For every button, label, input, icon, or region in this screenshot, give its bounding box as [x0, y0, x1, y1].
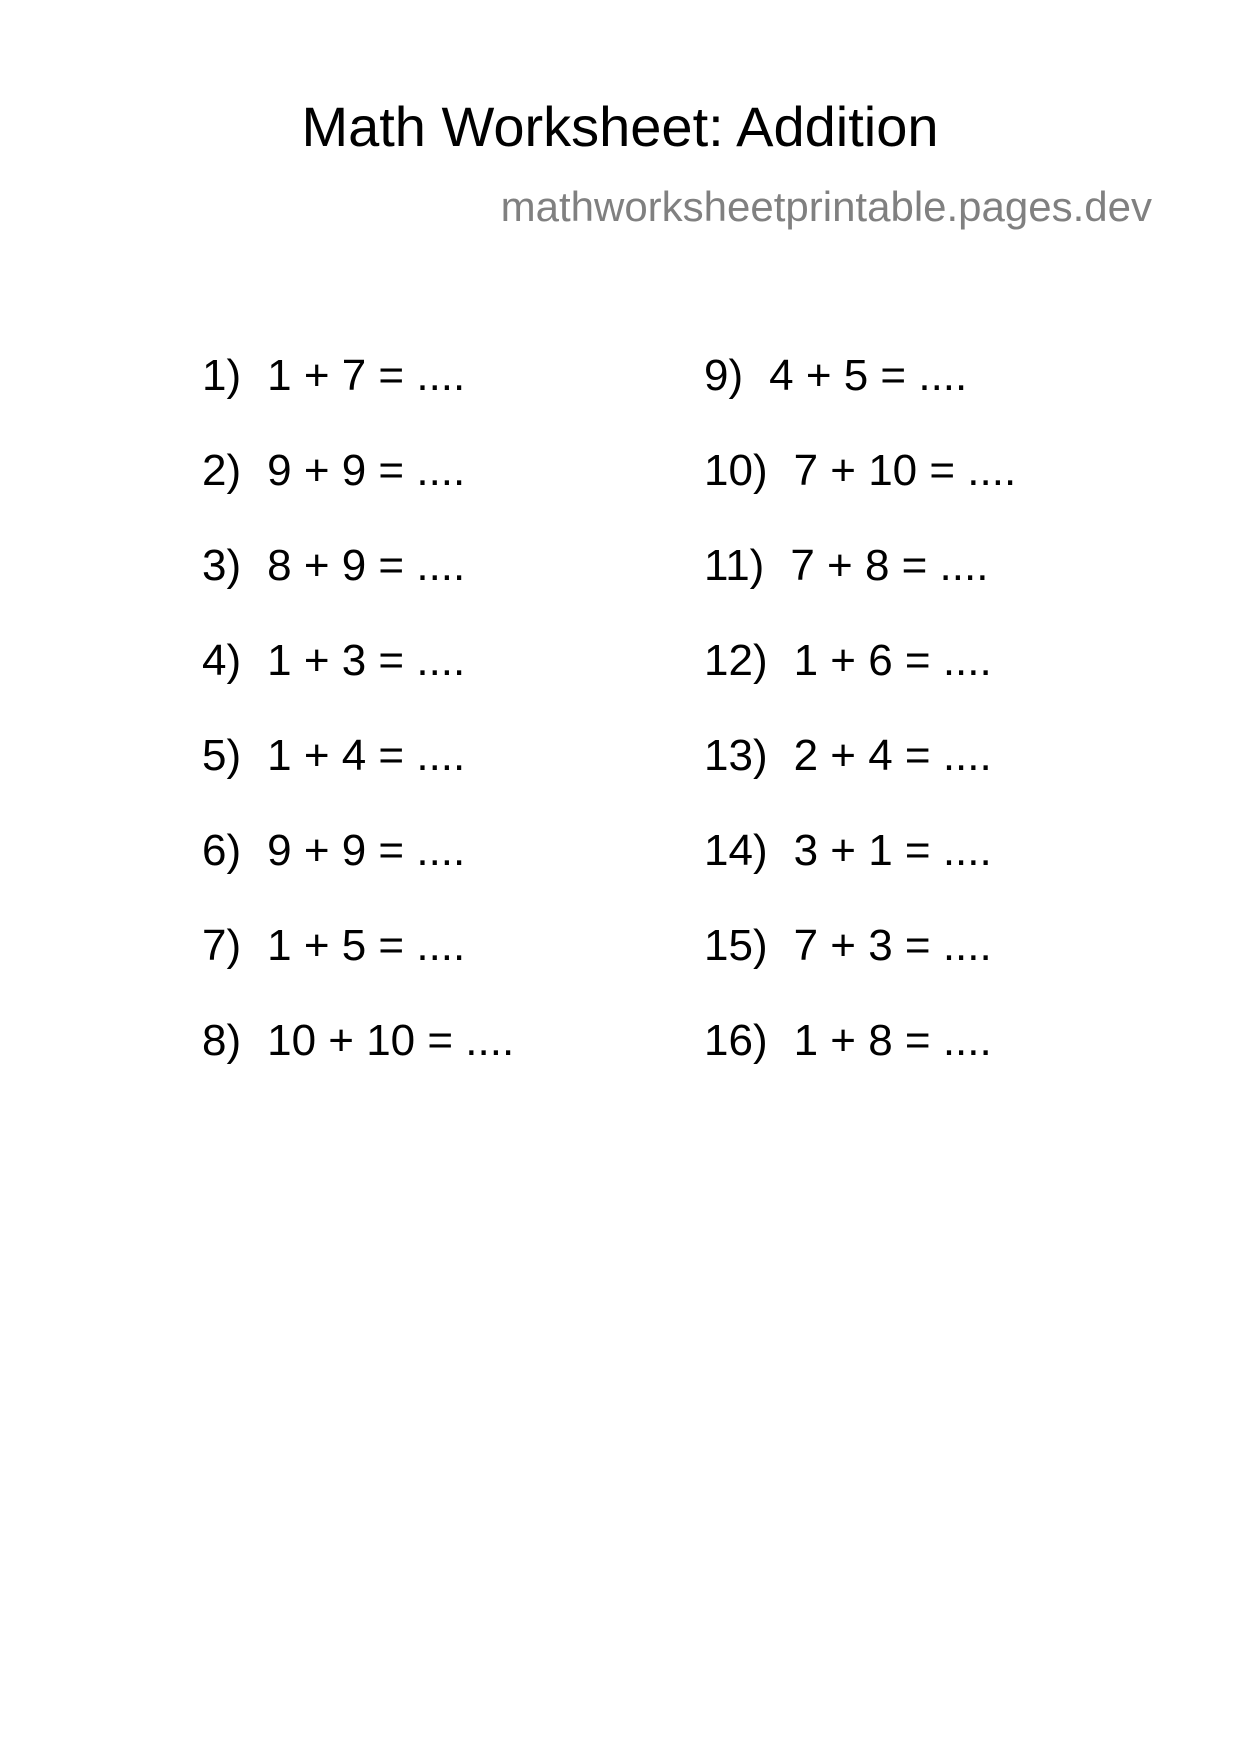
problem-item [704, 540, 988, 592]
problem-expression: 1 + 7 = .... [267, 351, 466, 400]
problem-number: 10) [704, 446, 768, 495]
problem-item [202, 540, 465, 592]
problem-number: 5) [202, 731, 242, 780]
problem-item [202, 730, 465, 782]
problem-item [704, 350, 967, 402]
problem-item [704, 445, 1016, 497]
problem-number: 11) [704, 541, 765, 590]
problem-number: 15) [704, 921, 768, 970]
problem-number: 2) [202, 446, 242, 495]
problem-number: 13) [704, 731, 768, 780]
problem-expression: 7 + 8 = .... [790, 541, 989, 590]
problem-item [704, 635, 992, 687]
problem-expression: 1 + 3 = .... [267, 636, 466, 685]
problem-expression: 2 + 4 = .... [793, 731, 992, 780]
problem-expression: 9 + 9 = .... [267, 446, 466, 495]
problem-expression: 1 + 8 = .... [793, 1016, 992, 1065]
problem-expression: 4 + 5 = .... [769, 351, 968, 400]
problem-expression: 8 + 9 = .... [267, 541, 466, 590]
problem-item [202, 350, 465, 402]
source-url: mathworksheetprintable.pages.dev [500, 183, 1152, 230]
problem-item [202, 920, 465, 972]
problem-expression: 3 + 1 = .... [793, 826, 992, 875]
problem-expression: 7 + 3 = .... [793, 921, 992, 970]
problem-number: 9) [704, 351, 744, 400]
problem-number: 14) [704, 826, 768, 875]
problem-expression: 1 + 4 = .... [267, 731, 466, 780]
problem-item [704, 1015, 992, 1067]
problem-item [704, 825, 992, 877]
problem-item [202, 445, 465, 497]
problem-number: 4) [202, 636, 242, 685]
problem-expression: 10 + 10 = .... [267, 1016, 515, 1065]
problem-expression: 7 + 10 = .... [793, 446, 1017, 495]
problem-item [704, 920, 992, 972]
page-title: Math Worksheet: Addition [301, 95, 939, 158]
problem-number: 6) [202, 826, 242, 875]
problem-item [202, 1015, 514, 1067]
problem-number: 7) [202, 921, 242, 970]
problem-expression: 9 + 9 = .... [267, 826, 466, 875]
problem-item [202, 635, 465, 687]
problem-number: 16) [704, 1016, 768, 1065]
problem-item [202, 825, 465, 877]
problem-number: 12) [704, 636, 768, 685]
problem-number: 3) [202, 541, 242, 590]
problem-number: 1) [202, 351, 242, 400]
problem-number: 8) [202, 1016, 242, 1065]
problem-item [704, 730, 992, 782]
problem-expression: 1 + 6 = .... [793, 636, 992, 685]
problem-expression: 1 + 5 = .... [267, 921, 466, 970]
